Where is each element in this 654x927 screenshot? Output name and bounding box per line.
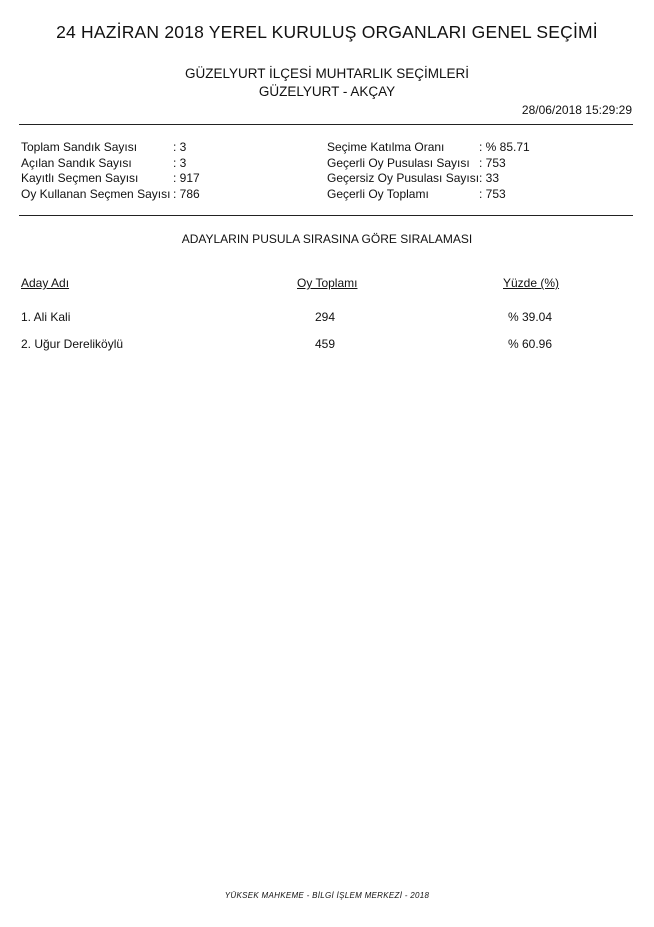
- stat-label: Geçerli Oy Pusulası Sayısı: [327, 155, 470, 170]
- stat-row: [21, 187, 200, 203]
- stat-value: : 33: [479, 171, 500, 185]
- stat-value: : 786: [173, 186, 200, 201]
- stat-label: Açılan Sandık Sayısı: [21, 155, 132, 170]
- candidate-votes: 294: [315, 310, 336, 324]
- stat-label: Oy Kullanan Seçmen Sayısı: [21, 186, 171, 201]
- stats-left: [21, 140, 200, 202]
- stat-value: : 917: [173, 171, 200, 185]
- stat-value: : 753: [479, 186, 506, 201]
- report-title: 24 HAZİRAN 2018 YEREL KURULUŞ ORGANLARI GENEL SEÇİMİ: [56, 22, 598, 42]
- stat-row: [327, 171, 530, 187]
- middle-divider: [19, 215, 633, 216]
- stat-value: : 3: [173, 140, 187, 154]
- stat-label: Geçerli Oy Toplamı: [327, 186, 429, 201]
- candidate-name: 1. Ali Kali: [21, 310, 71, 324]
- stat-row: [327, 140, 530, 156]
- stat-value: : 753: [479, 155, 506, 170]
- top-divider: [19, 124, 633, 125]
- stat-row: [21, 156, 200, 172]
- stat-row: [327, 187, 530, 203]
- column-header-percent: Yüzde (%): [503, 276, 560, 290]
- candidate-votes: 459: [315, 337, 336, 351]
- stats-right: [327, 140, 530, 202]
- stat-row: [21, 171, 200, 187]
- report-subtitle: GÜZELYURT İLÇESİ MUHTARLIK SEÇİMLERİ: [184, 66, 470, 81]
- stat-label: Geçersiz Oy Pusulası Sayısı: [327, 171, 480, 185]
- candidate-percent: % 39.04: [508, 310, 553, 324]
- column-header-candidate: Aday Adı: [21, 276, 70, 290]
- column-header-votes: Oy Toplamı: [297, 276, 358, 290]
- candidate-percent: % 60.96: [508, 337, 553, 351]
- candidate-name: 2. Uğur Dereliköylü: [21, 337, 124, 351]
- stat-label: Seçime Katılma Oranı: [327, 140, 445, 154]
- footer-credit: YÜKSEK MAHKEME - BİLGİ İŞLEM MERKEZİ - 2018: [224, 891, 430, 900]
- stat-label: Toplam Sandık Sayısı: [21, 140, 138, 154]
- stat-row: [327, 156, 530, 172]
- section-title: ADAYLARIN PUSULA SIRASINA GÖRE SIRALAMASI: [181, 232, 473, 246]
- stat-label: Kayıtlı Seçmen Sayısı: [21, 171, 139, 185]
- report-location: GÜZELYURT - AKÇAY: [258, 84, 396, 99]
- stat-row: [21, 140, 200, 156]
- stat-value: : 3: [173, 155, 187, 170]
- stat-value: : % 85.71: [479, 140, 530, 154]
- report-timestamp: 28/06/2018 15:29:29: [521, 103, 632, 117]
